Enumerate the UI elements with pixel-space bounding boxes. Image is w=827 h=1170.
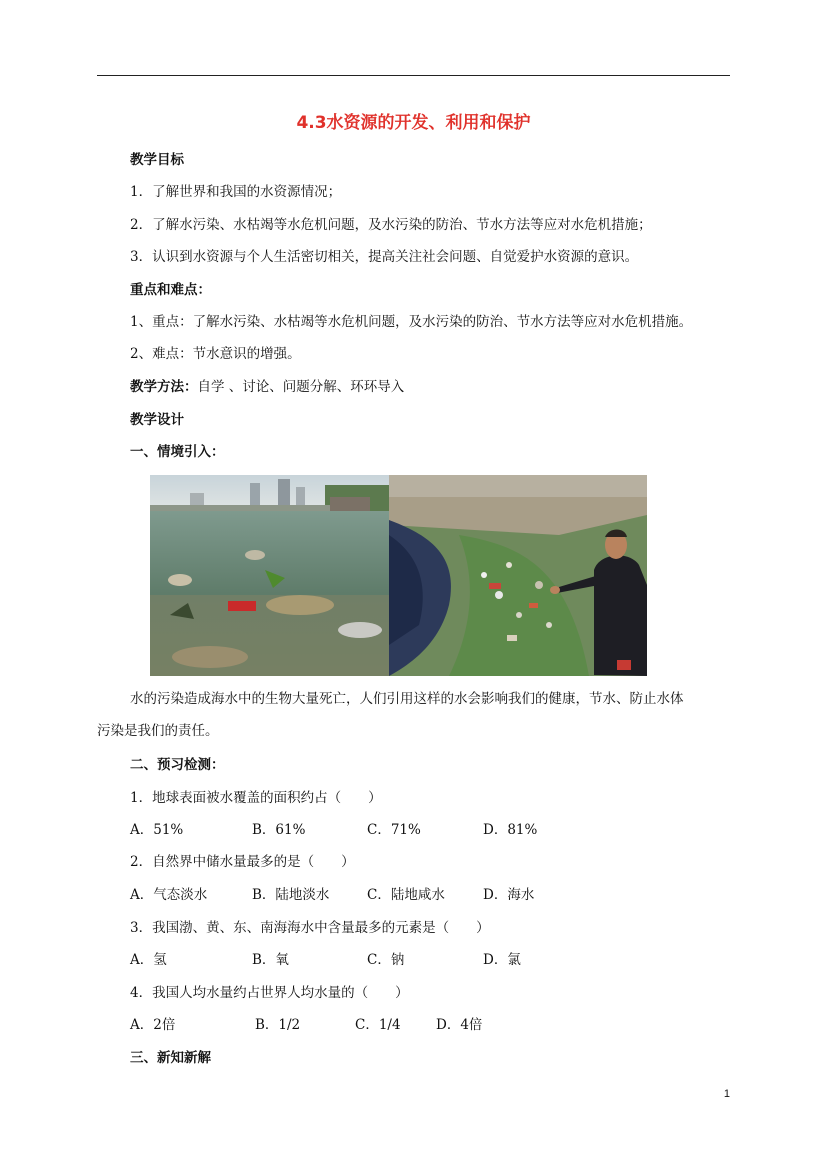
section1-heading: 一、情境引入： (130, 444, 225, 460)
method-text: 自学 、讨论、问题分解、环环导入 (197, 379, 405, 395)
method-label: 教学方法： (130, 379, 198, 395)
caption-line-2: 污染是我们的责任。 (97, 723, 219, 739)
document-title: 4.3水资源的开发、利用和保护 (296, 113, 531, 133)
option-b: B．氧 (252, 952, 289, 968)
page-number: 1 (723, 1088, 730, 1100)
option-a: A．2倍 (130, 1017, 176, 1033)
objective-item-3: 3．认识到水资源与个人生活密切相关，提高关注社会问题、自觉爱护水资源的意识。 (130, 249, 639, 265)
key-point-item-1: 1、重点：了解水污染、水枯竭等水危机问题，及水污染的防治、节水方法等应对水危机措施。 (130, 314, 693, 330)
option-c: C．陆地咸水 (367, 887, 445, 903)
option-d: D．氯 (483, 952, 521, 968)
header-rule (97, 75, 730, 76)
question-2: 2．自然界中储水量最多的是（ ） (130, 854, 355, 870)
caption-line-1: 水的污染造成海水中的生物大量死亡，人们引用这样的水会影响我们的健康，节水、防止水体 (130, 691, 684, 707)
option-c: C．1/4 (355, 1017, 401, 1033)
option-d: D．海水 (483, 887, 535, 903)
key-points-heading: 重点和难点： (130, 282, 211, 298)
option-d: D．81% (483, 822, 538, 838)
section3-heading: 三、新知新解 (130, 1050, 211, 1066)
option-c: C．71% (367, 822, 421, 838)
option-a: A．51% (130, 822, 184, 838)
option-b: B．1/2 (255, 1017, 301, 1033)
question-4: 4．我国人均水量约占世界人均水量的（ ） (130, 985, 409, 1001)
option-d: D．4倍 (436, 1017, 483, 1033)
polluted-river-photo (150, 475, 389, 676)
question-3: 3．我国渤、黄、东、南海海水中含量最多的元素是（ ） (130, 920, 490, 936)
question-1: 1．地球表面被水覆盖的面积约占（ ） (130, 790, 382, 806)
key-point-item-2: 2、难点：节水意识的增强。 (130, 346, 301, 362)
option-a: A．气态淡水 (130, 887, 208, 903)
objective-item-1: 1．了解世界和我国的水资源情况； (130, 184, 342, 200)
objectives-heading: 教学目标 (130, 152, 184, 168)
teaching-method (130, 377, 404, 397)
objective-item-2: 2．了解水污染、水枯竭等水危机问题，及水污染的防治、节水方法等应对水危机措施； (130, 217, 652, 233)
option-b: B．陆地淡水 (252, 887, 330, 903)
garbage-water-photo (389, 475, 647, 676)
option-a: A．氢 (130, 952, 167, 968)
option-c: C．钠 (367, 952, 405, 968)
option-b: B．61% (252, 822, 306, 838)
section2-heading: 二、预习检测： (130, 757, 225, 773)
design-heading: 教学设计 (130, 412, 184, 428)
